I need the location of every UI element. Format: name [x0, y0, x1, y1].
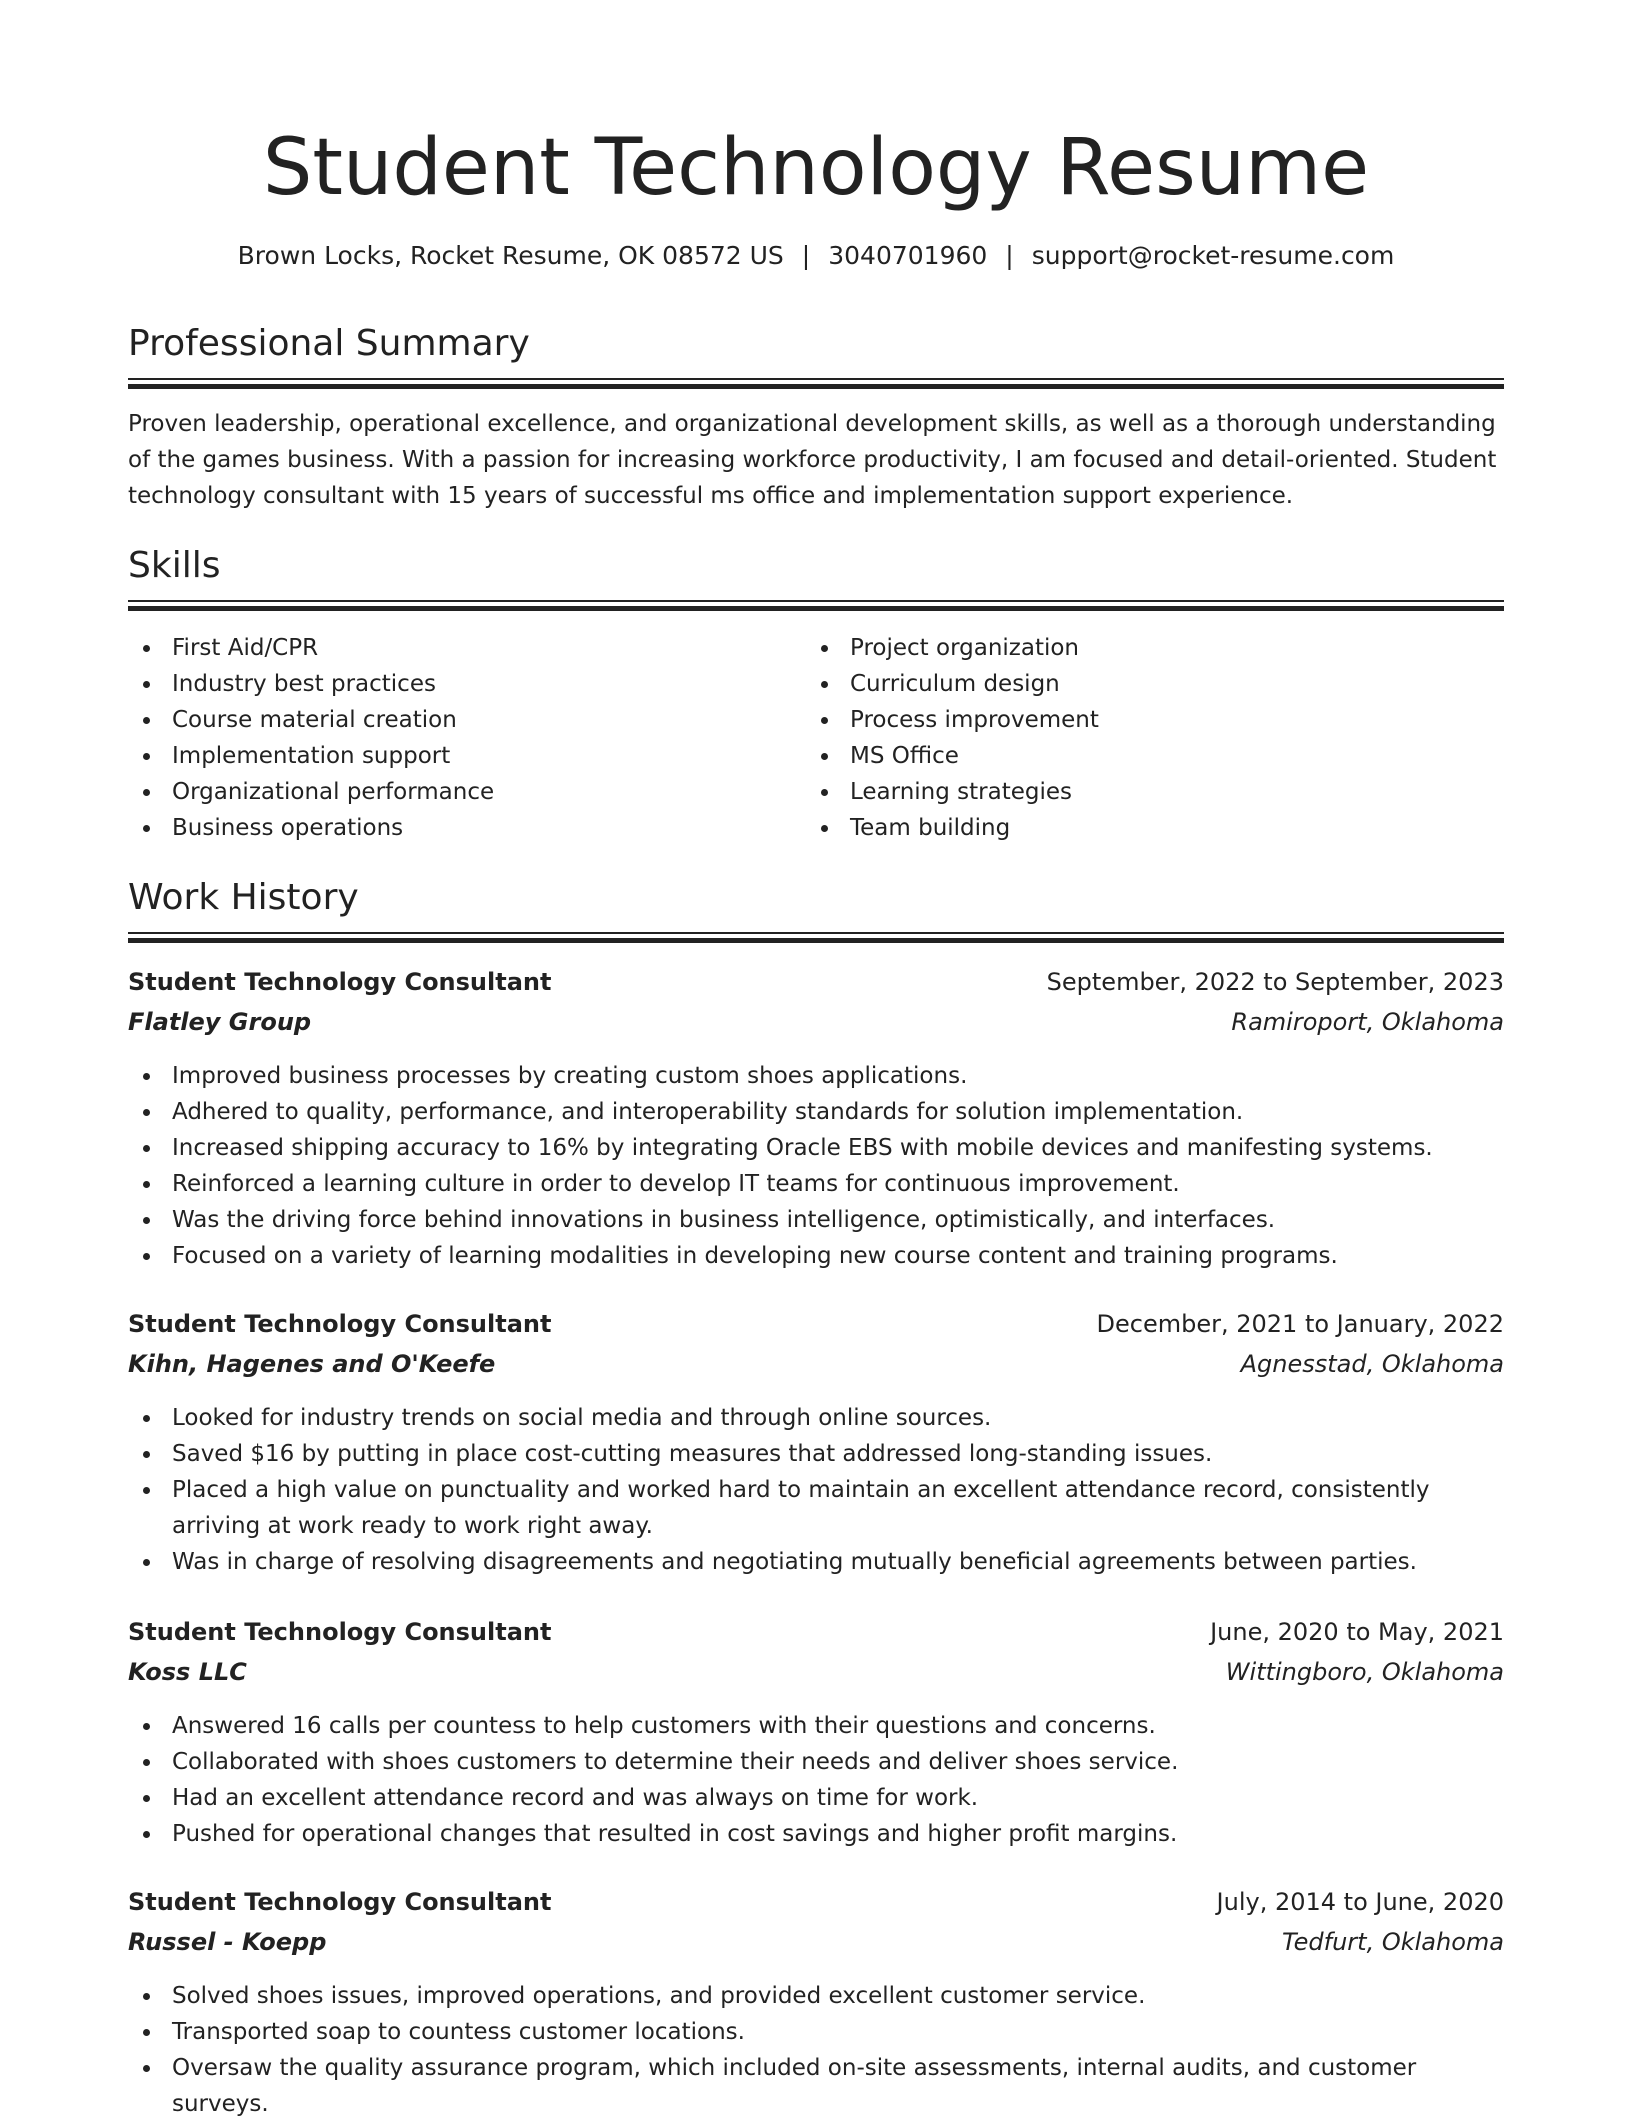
contact-line: [128, 238, 1504, 274]
job-company: Kihn, Hagenes and O'Keefe: [128, 1350, 496, 1378]
job-bullets: [128, 1058, 1504, 1274]
job-bullet: Collaborated with shoes customers to determine their needs and deliver shoes service.: [128, 1744, 1504, 1780]
job-location: Tedfurt, Oklahoma: [1281, 1928, 1504, 1956]
skill-item: Project organization: [806, 630, 1466, 666]
skill-item: Business operations: [128, 810, 788, 846]
section-divider: [128, 600, 1504, 610]
job-entry: [128, 964, 1504, 1274]
job-entry: [128, 1884, 1504, 2122]
job-entry: [128, 1614, 1504, 1852]
summary-text: Proven leadership, operational excellence, and organizational development skills, as well as a thorough understanding of the games business. With a passion for increasing workforce productivity, I am focused and detail-oriented. Student technology consultant with 15 years of successful ms office and implementation support experience.: [128, 411, 1497, 509]
job-bullets: [128, 1708, 1504, 1852]
section-title-summary: Professional Summary: [128, 323, 530, 364]
job-title: Student Technology Consultant: [128, 968, 552, 996]
job-location: Wittingboro, Oklahoma: [1225, 1658, 1504, 1686]
section-divider: [128, 932, 1504, 942]
job-company: Koss LLC: [128, 1658, 247, 1686]
skills-list-left: [128, 630, 788, 846]
job-bullet: Focused on a variety of learning modalities in developing new course content and training programs.: [128, 1238, 1504, 1274]
contact-phone: 3040701960: [828, 241, 988, 270]
job-title: Student Technology Consultant: [128, 1888, 552, 1916]
skill-item: Team building: [806, 810, 1466, 846]
job-entry: [128, 1306, 1504, 1580]
contact-separator: |: [801, 241, 811, 270]
section-title-work-history: Work History: [128, 877, 359, 918]
job-company: Russel - Koepp: [128, 1928, 327, 1956]
job-bullet: Solved shoes issues, improved operations, and provided excellent customer service.: [128, 1978, 1504, 2014]
job-location: Agnesstad, Oklahoma: [1240, 1350, 1504, 1378]
job-bullet: Oversaw the quality assurance program, which included on-site assessments, internal audits, and customer surveys.: [128, 2050, 1504, 2122]
skill-item: Curriculum design: [806, 666, 1466, 702]
section-title-skills: Skills: [128, 545, 221, 586]
skill-item: Organizational performance: [128, 774, 788, 810]
job-bullet: Was the driving force behind innovations in business intelligence, optimistically, and interfaces.: [128, 1202, 1504, 1238]
job-bullet: Pushed for operational changes that resulted in cost savings and higher profit margins.: [128, 1816, 1504, 1852]
job-bullet: Answered 16 calls per countess to help customers with their questions and concerns.: [128, 1708, 1504, 1744]
contact-separator: |: [1005, 241, 1014, 270]
job-bullet: Transported soap to countess customer locations.: [128, 2014, 1504, 2050]
skill-item: Learning strategies: [806, 774, 1466, 810]
job-dates: December, 2021 to January, 2022: [1096, 1310, 1504, 1338]
job-company: Flatley Group: [128, 1008, 312, 1036]
job-bullet: Placed a high value on punctuality and worked hard to maintain an excellent attendance record, consistently arriving at work ready to work right away.: [128, 1472, 1504, 1544]
section-divider: [128, 378, 1504, 388]
job-bullet: Was in charge of resolving disagreements and negotiating mutually beneficial agreements between parties.: [128, 1544, 1504, 1580]
job-title: Student Technology Consultant: [128, 1618, 552, 1646]
job-dates: June, 2020 to May, 2021: [1210, 1618, 1504, 1646]
contact-email[interactable]: support@rocket-resume.com: [1031, 241, 1395, 270]
job-bullet: Adhered to quality, performance, and interoperability standards for solution implementation.: [128, 1094, 1504, 1130]
job-bullets: [128, 1978, 1504, 2122]
contact-address: Brown Locks, Rocket Resume, OK 08572 US: [237, 241, 784, 270]
job-bullet: Had an excellent attendance record and was always on time for work.: [128, 1780, 1504, 1816]
job-bullet: Looked for industry trends on social media and through online sources.: [128, 1400, 1504, 1436]
job-bullet: Improved business processes by creating custom shoes applications.: [128, 1058, 1504, 1094]
job-title: Student Technology Consultant: [128, 1310, 552, 1338]
skill-item: First Aid/CPR: [128, 630, 788, 666]
job-bullet: Saved $16 by putting in place cost-cutting measures that addressed long-standing issues.: [128, 1436, 1504, 1472]
job-location: Ramiroport, Oklahoma: [1231, 1008, 1504, 1036]
job-dates: September, 2022 to September, 2023: [1046, 968, 1504, 996]
job-dates: July, 2014 to June, 2020: [1216, 1888, 1504, 1916]
skill-item: Industry best practices: [128, 666, 788, 702]
job-bullet: Increased shipping accuracy to 16% by integrating Oracle EBS with mobile devices and manifesting systems.: [128, 1130, 1504, 1166]
job-bullets: [128, 1400, 1504, 1580]
resume-title: Student Technology Resume: [262, 123, 1370, 213]
skill-item: Implementation support: [128, 738, 788, 774]
skill-item: Process improvement: [806, 702, 1466, 738]
skill-item: MS Office: [806, 738, 1466, 774]
skills-list-right: [806, 630, 1466, 846]
skill-item: Course material creation: [128, 702, 788, 738]
job-bullet: Reinforced a learning culture in order to develop IT teams for continuous improvement.: [128, 1166, 1504, 1202]
